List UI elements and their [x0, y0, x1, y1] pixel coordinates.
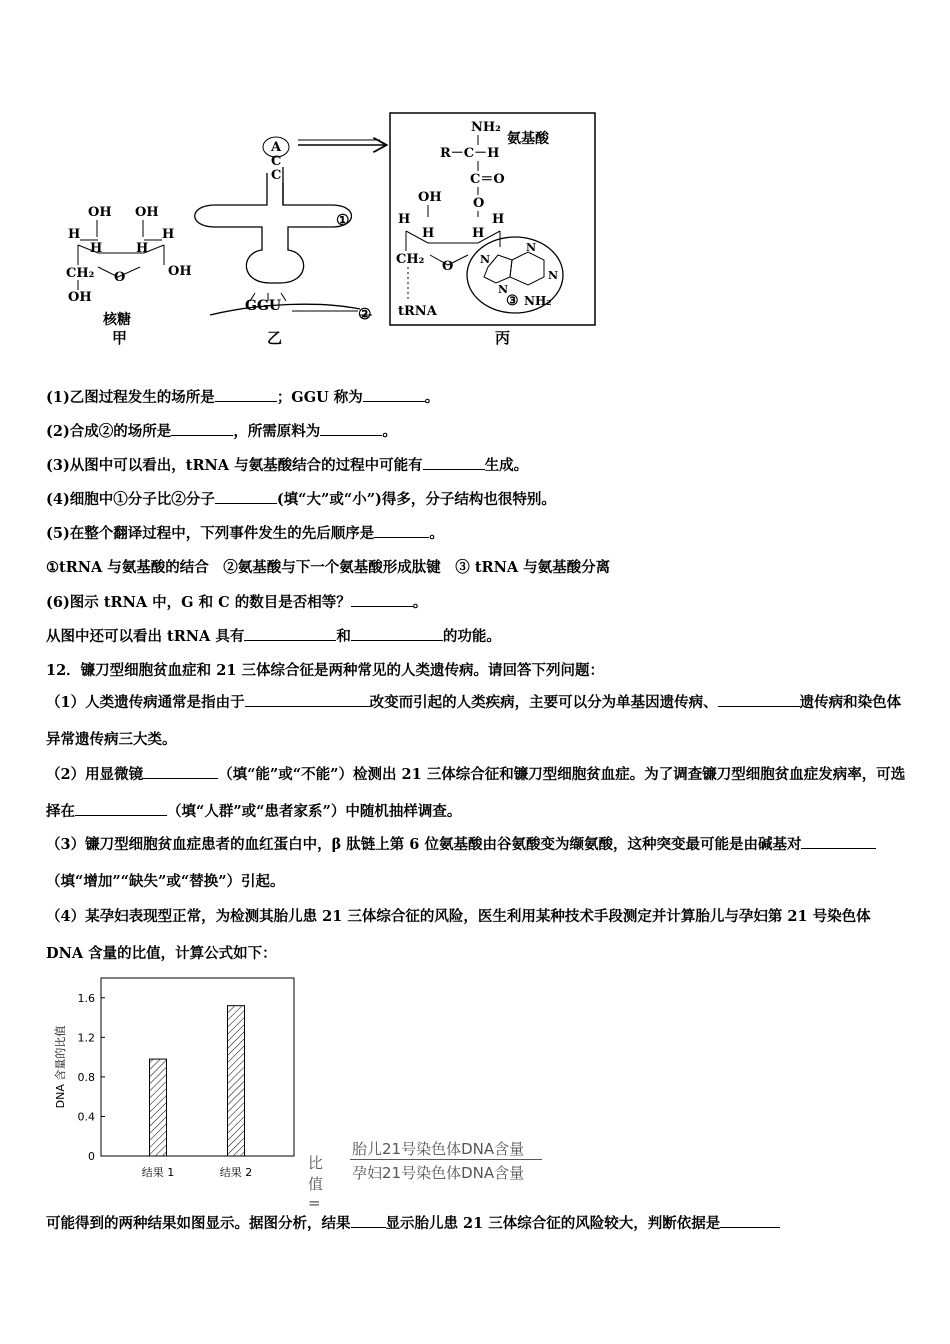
blank-12-3[interactable] [801, 834, 876, 849]
base-nh2: NH₂ [524, 294, 552, 308]
ribose-label: 核糖 [103, 312, 131, 328]
blank-4[interactable] [215, 489, 277, 504]
y-axis-label: DNA 含量的比值 [54, 1025, 67, 1109]
q12-part-4: （4）某孕妇表现型正常，为检测其胎儿患 21 三体综合征的风险，医生利用某种技术手段测定并计算胎儿与孕妇第 21 号染色体 DNA 含量的比值，计算公式如下： [46, 908, 871, 962]
x-category-label: 结果 2 [219, 1166, 253, 1179]
y-tick-label: 0.8 [77, 1070, 95, 1084]
question-2: (2)合成②的场所是 ，所需原料为 。 [46, 423, 397, 440]
trna-label: tRNA [398, 304, 437, 319]
blank-12-2b[interactable] [75, 801, 167, 816]
formula-fraction-bar [350, 1159, 542, 1160]
x-category-label: 结果 1 [141, 1166, 175, 1179]
aminoacyl-trna [390, 113, 595, 347]
base-n-3: N [526, 241, 537, 254]
blank-2b[interactable] [320, 421, 382, 436]
question-4: (4)细胞中①分子比②分子 (填“大”或“小”)得多，分子结构也很特别。 [46, 491, 556, 508]
aa-c-o: C＝O [470, 172, 505, 187]
blank-12-5a[interactable] [351, 1213, 386, 1228]
base-n-2: N [498, 283, 509, 296]
ribose-h-2: H [162, 227, 175, 242]
trna-ch2: CH₂ [396, 252, 425, 267]
label-circle-2: ② [358, 305, 372, 323]
question-1: (1)乙图过程发生的场所是 ；GGU 称为 。 [46, 389, 440, 406]
ribose-ch2: CH₂ [66, 266, 95, 281]
blank-1b[interactable] [363, 387, 425, 402]
bar-1 [150, 1059, 167, 1156]
trna-h-3: H [422, 226, 435, 241]
q12-part-2: （2）用显微镜 （填“能”或“不能”）检测出 21 三体综合征和镰刀型细胞贫血症。为了调查镰刀型细胞贫血症发病率，可选择在 （填“人群”或“患者家系”）中随机抽样调查。 [46, 766, 906, 820]
trna-figure [40, 105, 620, 355]
formula-denominator: 孕妇21号染色体DNA含量 [352, 1164, 525, 1182]
blank-5[interactable] [374, 523, 429, 538]
trna-h-1: H [398, 212, 411, 227]
ribose-h-4: H [136, 241, 149, 256]
q12-part-5: 可能得到的两种结果如图显示。据图分析，结果 显示胎儿患 21 三体综合征的风险较大，判断依据是 [46, 1212, 780, 1233]
label-circle-3: ③ [506, 293, 519, 309]
trna-cloverleaf [195, 137, 372, 347]
blank-12-1a[interactable] [245, 692, 370, 707]
formula-numerator: 胎儿21号染色体DNA含量 [352, 1140, 525, 1158]
ribose-h-1: H [68, 227, 81, 242]
ribose-oh-1: OH [88, 205, 112, 220]
label-circle-1: ① [336, 211, 350, 229]
y-tick-label: 0.4 [77, 1110, 95, 1124]
chart-frame [101, 978, 294, 1156]
acc-c1: C [271, 154, 282, 169]
acc-c2: C [271, 168, 282, 183]
blank-6[interactable] [351, 592, 413, 607]
blank-1a[interactable] [215, 387, 277, 402]
blank-3[interactable] [423, 455, 485, 470]
q12-part-1: （1）人类遗传病通常是指由于 改变而引起的人类疾病，主要可以分为单基因遗传病、 遗传病和染色体异常遗传病三大类。 [46, 694, 902, 748]
figure-label-bing: 丙 [495, 329, 511, 347]
bar-2 [228, 1006, 245, 1156]
question-3: (3)从图中可以看出，tRNA 与氨基酸结合的过程中可能有 生成。 [46, 457, 529, 474]
ribose-oh-2: OH [135, 205, 159, 220]
base-n-1: N [480, 253, 491, 266]
ribose-structure [66, 205, 192, 347]
blank-6b[interactable] [244, 626, 336, 641]
blank-12-5b[interactable] [720, 1213, 780, 1228]
trna-oh: OH [418, 190, 442, 205]
base-n-4: N [548, 269, 559, 282]
question-5: (5)在整个翻译过程中，下列事件发生的先后顺序是 。 [46, 525, 444, 542]
question-6-extra: 从图中还可以看出 tRNA 具有 和 的功能。 [46, 628, 501, 645]
figure-label-jia: 甲 [112, 329, 128, 347]
blank-2a[interactable] [171, 421, 233, 436]
aa-label: 氨基酸 [507, 131, 549, 147]
aa-r-ch: R－C－H [440, 146, 500, 161]
blank-12-1b[interactable] [718, 692, 800, 707]
y-tick-label: 0 [88, 1150, 95, 1163]
figure-label-yi: 乙 [267, 329, 283, 347]
ribose-ring-o: O [114, 270, 126, 285]
blank-6c[interactable] [351, 626, 443, 641]
aa-nh2: NH₂ [471, 120, 501, 135]
trna-ring-o: O [442, 259, 454, 274]
q12-part-3: （3）镰刀型细胞贫血症患者的血红蛋白中，β 肽链上第 6 位氨基酸由谷氨酸变为缬氨酸，这种突变最可能是由碱基对（填“增加”“缺失”或“替换”）引起。 [46, 826, 906, 900]
question-6: (6)图示 tRNA 中，G 和 C 的数目是否相等？ 。 [46, 594, 428, 611]
q12-title: 12．镰刀型细胞贫血症和 21 三体综合征是两种常见的人类遗传病。请回答下列问题： [46, 662, 604, 679]
blank-12-2a[interactable] [143, 764, 218, 779]
y-tick-label: 1.2 [77, 1031, 95, 1045]
question-5-options: ①tRNA 与氨基酸的结合 ②氨基酸与下一个氨基酸形成肽键 ③ tRNA 与氨基酸分离 [46, 559, 611, 576]
ribose-oh-4: OH [68, 290, 92, 305]
acc-a: A [271, 140, 282, 155]
ester-o: O [473, 196, 485, 211]
chart-svg [46, 968, 306, 1193]
trna-h-2: H [492, 212, 505, 227]
anticodon-ggu: GGU [245, 298, 282, 314]
ribose-h-3: H [90, 241, 103, 256]
trna-h-4: H [472, 226, 485, 241]
y-tick-label: 1.6 [77, 991, 95, 1005]
ribose-oh-3: OH [168, 264, 192, 279]
formula-label: 比值= [308, 1154, 324, 1212]
